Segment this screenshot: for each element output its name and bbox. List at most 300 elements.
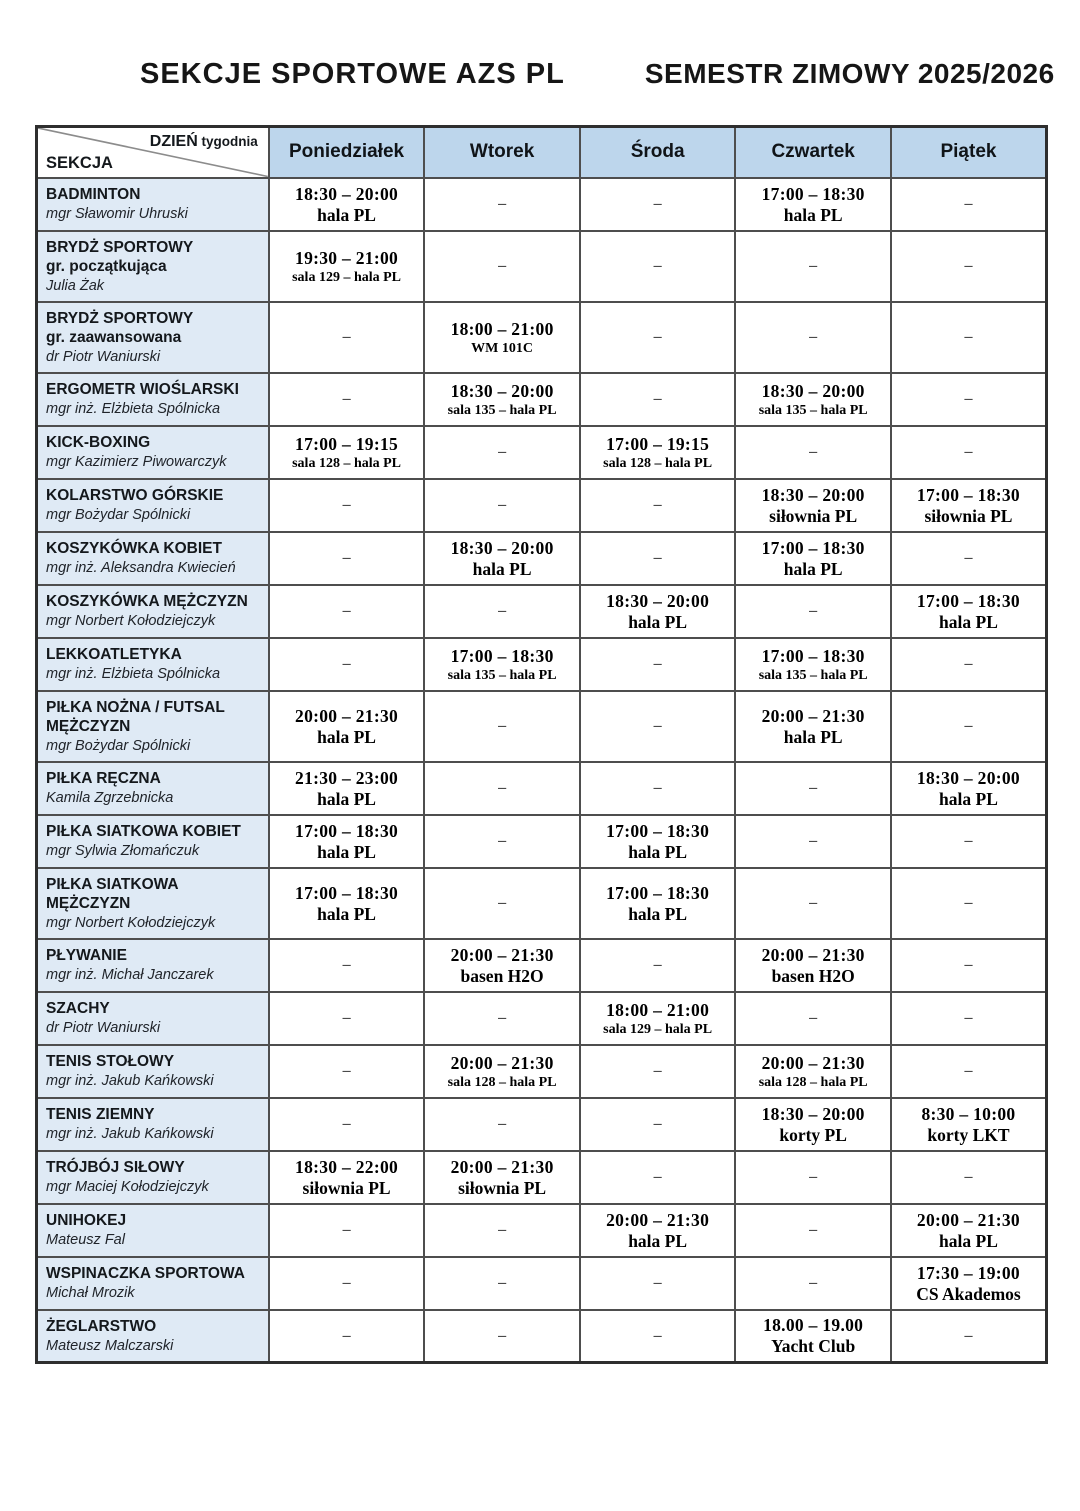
schedule-cell — [891, 939, 1047, 992]
session-time: 17:00 – 19:15 — [606, 433, 710, 454]
session-time: 18:30 – 20:00 — [761, 484, 865, 505]
section-name: PIŁKA SIATKOWA MĘŻCZYZN — [46, 875, 179, 912]
table-row — [37, 638, 1047, 691]
coach-name: mgr Bożydar Spólnicki — [46, 507, 191, 523]
empty-slot-dash: – — [653, 1168, 662, 1185]
schedule-cell — [891, 1204, 1047, 1257]
schedule-cell — [424, 426, 580, 479]
section-name: PŁYWANIE — [46, 947, 127, 964]
session-location: hala PL — [317, 903, 376, 924]
table-row — [37, 939, 1047, 992]
session-time: 8:30 – 10:00 — [921, 1103, 1016, 1124]
schedule-cell — [269, 762, 425, 815]
section-cell — [37, 939, 269, 992]
schedule-cell — [269, 231, 425, 302]
empty-slot-dash: – — [498, 832, 507, 849]
empty-slot-dash: – — [964, 894, 973, 911]
table-row — [37, 426, 1047, 479]
session-location: korty LKT — [927, 1124, 1010, 1145]
schedule-cell — [580, 532, 736, 585]
empty-slot-dash: – — [653, 717, 662, 734]
schedule-cell — [269, 373, 425, 426]
session-time: 18.00 – 19.00 — [763, 1315, 864, 1336]
schedule-cell — [735, 479, 891, 532]
coach-name: Michał Mrozik — [46, 1285, 135, 1301]
empty-slot-dash: – — [809, 602, 818, 619]
section-cell — [37, 1204, 269, 1257]
empty-slot-dash: – — [498, 1115, 507, 1132]
schedule-cell — [424, 1204, 580, 1257]
section-cell — [37, 868, 269, 939]
schedule-cell — [269, 1310, 425, 1363]
session-time: 17:00 – 18:30 — [761, 183, 865, 204]
coach-name: mgr Norbert Kołodziejczyk — [46, 914, 216, 931]
schedule-cell — [580, 1151, 736, 1204]
session-time: 18:30 – 20:00 — [761, 1103, 865, 1124]
session-location: Yacht Club — [771, 1336, 856, 1357]
empty-slot-dash: – — [809, 257, 818, 274]
schedule-cell — [891, 302, 1047, 373]
page-title: SEKCJE SPORTOWE AZS PL — [140, 58, 565, 90]
schedule-cell — [424, 302, 580, 373]
section-cell — [37, 302, 269, 373]
coach-name: mgr Sylwia Złomańczuk — [46, 843, 200, 859]
session-location: hala PL — [317, 841, 376, 862]
schedule-cell — [269, 992, 425, 1045]
schedule-cell — [735, 1045, 891, 1098]
schedule-cell — [735, 638, 891, 691]
section-name: UNIHOKEJ — [46, 1212, 127, 1229]
schedule-cell — [269, 479, 425, 532]
schedule-cell — [735, 178, 891, 231]
session-location: hala PL — [317, 204, 376, 225]
schedule-cell — [424, 1151, 580, 1204]
section-cell — [37, 585, 269, 638]
section-name: PIŁKA SIATKOWA KOBIET — [46, 823, 241, 840]
schedule-cell — [580, 178, 736, 231]
schedule-cell — [424, 762, 580, 815]
empty-slot-dash: – — [964, 257, 973, 274]
session-time: 18:30 – 20:00 — [450, 380, 554, 401]
schedule-cell — [891, 868, 1047, 939]
session-location: hala PL — [628, 903, 688, 924]
empty-slot-dash: – — [809, 443, 818, 460]
schedule-cell — [891, 479, 1047, 532]
schedule-cell — [269, 691, 425, 762]
schedule-cell — [269, 939, 425, 992]
empty-slot-dash: – — [498, 1274, 507, 1291]
section-cell — [37, 815, 269, 868]
section-cell — [37, 1257, 269, 1310]
schedule-cell — [735, 426, 891, 479]
session-location: siłownia PL — [769, 505, 858, 526]
session-time: 17:00 – 18:30 — [295, 820, 399, 841]
section-cell — [37, 691, 269, 762]
empty-slot-dash: – — [964, 390, 973, 407]
table-row — [37, 1045, 1047, 1098]
session-time: 17:00 – 18:30 — [606, 882, 710, 903]
table-row — [37, 1257, 1047, 1310]
empty-slot-dash: – — [653, 779, 662, 796]
section-name: SZACHY — [46, 1000, 110, 1017]
empty-slot-dash: – — [498, 1326, 507, 1344]
schedule-cell — [891, 815, 1047, 868]
session-time: 18:30 – 20:00 — [916, 767, 1020, 788]
empty-slot-dash: – — [964, 328, 973, 345]
section-name: TENIS ZIEMNY — [46, 1106, 155, 1123]
empty-slot-dash: – — [809, 779, 818, 796]
section-name: BRYDŻ SPORTOWY — [46, 309, 194, 327]
schedule-cell — [269, 868, 425, 939]
empty-slot-dash: – — [653, 257, 662, 274]
empty-slot-dash: – — [964, 1009, 973, 1026]
empty-slot-dash: – — [964, 956, 973, 973]
schedule-cell — [891, 532, 1047, 585]
schedule-cell — [580, 1045, 736, 1098]
empty-slot-dash: – — [653, 1062, 662, 1079]
schedule-cell — [269, 1204, 425, 1257]
empty-slot-dash: – — [964, 1168, 973, 1185]
session-time: 17:00 – 18:30 — [450, 645, 554, 666]
session-location: hala PL — [628, 1230, 688, 1251]
empty-slot-dash: – — [498, 1009, 507, 1026]
coach-name: mgr Sławomir Uhruski — [46, 206, 188, 222]
table-row — [37, 762, 1047, 815]
empty-slot-dash: – — [342, 1115, 351, 1132]
schedule-cell — [735, 1310, 891, 1363]
section-name: TRÓJBÓJ SIŁOWY — [46, 1159, 185, 1176]
empty-slot-dash: – — [964, 1062, 973, 1079]
session-time: 17:30 – 19:00 — [916, 1262, 1020, 1283]
empty-slot-dash: – — [342, 496, 351, 513]
schedule-cell — [735, 939, 891, 992]
table-row — [37, 868, 1047, 939]
page-header — [140, 58, 1055, 91]
schedule-cell — [735, 815, 891, 868]
session-time: 20:00 – 21:30 — [295, 705, 399, 726]
schedule-cell — [735, 1257, 891, 1310]
session-time: 20:00 – 21:30 — [450, 1156, 554, 1177]
coach-name: mgr Maciej Kołodziejczyk — [46, 1179, 209, 1195]
empty-slot-dash: – — [342, 1274, 351, 1291]
schedule-cell — [891, 1151, 1047, 1204]
schedule-cell — [735, 762, 891, 815]
schedule-cell — [891, 373, 1047, 426]
schedule-cell — [580, 638, 736, 691]
session-location: basen H2O — [771, 965, 855, 986]
day-header-friday: Piątek — [891, 127, 1047, 178]
section-name: PIŁKA NOŻNA / FUTSAL — [46, 698, 225, 716]
coach-name: Julia Żak — [46, 277, 105, 294]
schedule-cell — [891, 585, 1047, 638]
coach-name: mgr inż. Jakub Kańkowski — [46, 1073, 214, 1089]
session-location: sala 135 – hala PL — [758, 402, 868, 418]
session-time: 17:00 – 18:30 — [916, 590, 1020, 611]
empty-slot-dash: – — [342, 602, 351, 619]
section-name: KOSZYKÓWKA MĘŻCZYZN — [46, 593, 248, 610]
schedule-cell — [269, 302, 425, 373]
corner-day-label-bold: DZIEŃ — [149, 133, 198, 150]
session-location: siłownia PL — [924, 505, 1013, 526]
page-subtitle: SEMESTR ZIMOWY 2025/2026 — [644, 58, 1055, 89]
schedule-cell — [424, 178, 580, 231]
section-name: TENIS STOŁOWY — [46, 1053, 175, 1070]
schedule-cell — [269, 638, 425, 691]
schedule-cell — [735, 1151, 891, 1204]
session-time: 17:00 – 18:30 — [916, 484, 1020, 505]
section-cell — [37, 231, 269, 302]
schedule-cell — [424, 992, 580, 1045]
coach-name: mgr inż. Michał Janczarek — [46, 967, 214, 983]
coach-name: mgr Bożydar Spólnicki — [46, 737, 191, 754]
table-row — [37, 992, 1047, 1045]
schedule-cell — [424, 1257, 580, 1310]
empty-slot-dash: – — [964, 717, 973, 734]
session-time: 20:00 – 21:30 — [761, 944, 865, 965]
empty-slot-dash: – — [498, 1221, 507, 1238]
table-row — [37, 302, 1047, 373]
empty-slot-dash: – — [964, 832, 973, 849]
empty-slot-dash: – — [964, 443, 973, 460]
session-time: 18:00 – 21:00 — [450, 318, 554, 339]
session-time: 20:00 – 21:30 — [761, 705, 865, 726]
empty-slot-dash: – — [964, 655, 973, 672]
schedule-cell — [580, 231, 736, 302]
session-location: WM 101C — [471, 340, 533, 356]
schedule-cell — [735, 302, 891, 373]
session-time: 17:00 – 18:30 — [606, 820, 710, 841]
schedule-cell — [424, 231, 580, 302]
session-time: 20:00 – 21:30 — [916, 1209, 1020, 1230]
session-location: CS Akademos — [916, 1283, 1021, 1304]
empty-slot-dash: – — [498, 717, 507, 734]
section-cell — [37, 1151, 269, 1204]
empty-slot-dash: – — [964, 1326, 973, 1344]
section-name: BADMINTON — [46, 186, 141, 203]
session-location: hala PL — [472, 558, 532, 579]
empty-slot-dash: – — [498, 443, 507, 460]
session-time: 17:00 – 18:30 — [761, 645, 865, 666]
session-time: 20:00 – 21:30 — [606, 1209, 710, 1230]
table-row — [37, 585, 1047, 638]
schedule-cell — [424, 373, 580, 426]
coach-name: mgr inż. Jakub Kańkowski — [46, 1126, 214, 1142]
schedule-cell — [735, 532, 891, 585]
schedule-cell — [735, 585, 891, 638]
session-location: hala PL — [783, 726, 843, 747]
empty-slot-dash: – — [964, 549, 973, 566]
schedule-cell — [580, 992, 736, 1045]
schedule-cell — [269, 1151, 425, 1204]
schedule-cell — [269, 815, 425, 868]
schedule-cell — [269, 1045, 425, 1098]
schedule-cell — [424, 585, 580, 638]
empty-slot-dash: – — [498, 602, 507, 619]
session-location: sala 128 – hala PL — [292, 455, 402, 471]
section-cell — [37, 532, 269, 585]
corner-section-label: SEKCJA — [46, 153, 113, 172]
empty-slot-dash: – — [498, 195, 507, 212]
schedule-cell — [891, 992, 1047, 1045]
empty-slot-dash: – — [653, 1115, 662, 1132]
session-location: hala PL — [317, 726, 376, 747]
section-cell — [37, 762, 269, 815]
schedule-cell — [269, 532, 425, 585]
empty-slot-dash: – — [342, 1221, 351, 1238]
schedule-cell — [580, 1310, 736, 1363]
section-name: KICK-BOXING — [46, 434, 151, 451]
table-row — [37, 691, 1047, 762]
empty-slot-dash: – — [809, 1274, 818, 1291]
day-header-tuesday: Wtorek — [424, 127, 580, 178]
session-location: sala 135 – hala PL — [447, 402, 557, 418]
session-location: hala PL — [939, 788, 998, 809]
schedule-cell — [580, 479, 736, 532]
session-location: sala 129 – hala PL — [603, 1021, 713, 1037]
schedule-cell — [891, 231, 1047, 302]
session-location: hala PL — [317, 788, 376, 809]
schedule-cell — [580, 762, 736, 815]
session-location: sala 128 – hala PL — [603, 455, 713, 471]
schedule-cell — [424, 532, 580, 585]
session-time: 17:00 – 19:15 — [295, 433, 399, 454]
schedule-table — [35, 125, 1048, 1364]
schedule-cell — [580, 868, 736, 939]
coach-name: mgr Kazimierz Piwowarczyk — [46, 454, 227, 470]
section-name: LEKKOATLETYKA — [46, 646, 182, 663]
schedule-cell — [424, 691, 580, 762]
section-name: MĘŻCZYZN — [46, 717, 131, 735]
section-name: gr. zaawansowana — [46, 328, 182, 346]
section-cell — [37, 1098, 269, 1151]
section-cell — [37, 479, 269, 532]
empty-slot-dash: – — [809, 328, 818, 345]
day-header-thursday: Czwartek — [735, 127, 891, 178]
section-name: ŻEGLARSTWO — [46, 1317, 157, 1335]
table-row — [37, 815, 1047, 868]
schedule-cell — [424, 868, 580, 939]
schedule-cell — [735, 868, 891, 939]
empty-slot-dash: – — [809, 1009, 818, 1026]
schedule-cell — [891, 1045, 1047, 1098]
section-cell — [37, 1310, 269, 1363]
schedule-cell — [424, 1098, 580, 1151]
session-location: siłownia PL — [458, 1177, 547, 1198]
table-row — [37, 1310, 1047, 1363]
table-row — [37, 178, 1047, 231]
table-row — [37, 532, 1047, 585]
session-time: 18:30 – 22:00 — [295, 1156, 399, 1177]
schedule-cell — [891, 1257, 1047, 1310]
day-header-monday: Poniedziałek — [269, 127, 425, 178]
session-time: 20:00 – 21:30 — [761, 1052, 865, 1073]
section-name: WSPINACZKA SPORTOWA — [46, 1265, 245, 1282]
empty-slot-dash: – — [498, 496, 507, 513]
session-location: hala PL — [939, 1230, 998, 1251]
table-row — [37, 373, 1047, 426]
table-row — [37, 1204, 1047, 1257]
empty-slot-dash: – — [653, 1274, 662, 1291]
session-time: 20:00 – 21:30 — [450, 1052, 554, 1073]
session-time: 18:30 – 20:00 — [761, 380, 865, 401]
session-time: 20:00 – 21:30 — [450, 944, 554, 965]
empty-slot-dash: – — [653, 496, 662, 513]
coach-name: mgr inż. Elżbieta Spólnicka — [46, 666, 221, 682]
session-location: hala PL — [939, 611, 998, 632]
session-location: hala PL — [628, 841, 688, 862]
empty-slot-dash: – — [498, 894, 507, 911]
schedule-cell — [891, 691, 1047, 762]
session-time: 18:30 – 20:00 — [450, 537, 554, 558]
empty-slot-dash: – — [342, 390, 351, 407]
schedule-cell — [891, 762, 1047, 815]
empty-slot-dash: – — [342, 549, 351, 566]
schedule-cell — [269, 1098, 425, 1151]
schedule-cell — [580, 1257, 736, 1310]
corner-day-label — [150, 133, 258, 151]
coach-name: dr Piotr Waniurski — [46, 348, 161, 365]
header-row — [37, 127, 1047, 178]
section-cell — [37, 426, 269, 479]
empty-slot-dash: – — [653, 390, 662, 407]
empty-slot-dash: – — [342, 328, 351, 345]
empty-slot-dash: – — [342, 956, 351, 973]
schedule-cell — [580, 815, 736, 868]
empty-slot-dash: – — [653, 195, 662, 212]
schedule-cell — [891, 1098, 1047, 1151]
schedule-cell — [580, 426, 736, 479]
table-row — [37, 231, 1047, 302]
schedule-cell — [580, 373, 736, 426]
session-location: sala 128 – hala PL — [758, 1074, 868, 1090]
schedule-cell — [424, 479, 580, 532]
empty-slot-dash: – — [809, 894, 818, 911]
schedule-cell — [424, 638, 580, 691]
empty-slot-dash: – — [653, 655, 662, 672]
empty-slot-dash: – — [964, 195, 973, 212]
section-name: gr. początkująca — [46, 257, 167, 275]
session-time: 18:00 – 21:00 — [606, 999, 710, 1020]
schedule-cell — [424, 815, 580, 868]
empty-slot-dash: – — [653, 1326, 662, 1344]
schedule-cell — [735, 1098, 891, 1151]
table-row — [37, 1098, 1047, 1151]
section-cell — [37, 638, 269, 691]
schedule-cell — [735, 231, 891, 302]
session-location: sala 128 – hala PL — [447, 1074, 557, 1090]
session-time: 18:30 – 20:00 — [606, 590, 710, 611]
empty-slot-dash: – — [498, 257, 507, 274]
session-time: 17:00 – 18:30 — [761, 537, 865, 558]
section-cell — [37, 373, 269, 426]
coach-name: mgr inż. Aleksandra Kwiecień — [46, 560, 236, 576]
coach-name: Mateusz Malczarski — [46, 1337, 174, 1354]
coach-name: mgr Norbert Kołodziejczyk — [46, 613, 216, 629]
session-location: hala PL — [628, 611, 688, 632]
coach-name: mgr inż. Elżbieta Spólnicka — [46, 401, 221, 417]
schedule-cell — [269, 585, 425, 638]
coach-name: Mateusz Fal — [46, 1232, 125, 1248]
schedule-cell — [580, 1098, 736, 1151]
section-name: KOSZYKÓWKA KOBIET — [46, 540, 222, 557]
schedule-cell — [424, 1310, 580, 1363]
coach-name: Kamila Zgrzebnicka — [46, 790, 174, 806]
empty-slot-dash: – — [342, 1062, 351, 1079]
schedule-cell — [735, 992, 891, 1045]
schedule-cell — [269, 426, 425, 479]
empty-slot-dash: – — [809, 1221, 818, 1238]
section-name: BRYDŻ SPORTOWY — [46, 238, 194, 256]
